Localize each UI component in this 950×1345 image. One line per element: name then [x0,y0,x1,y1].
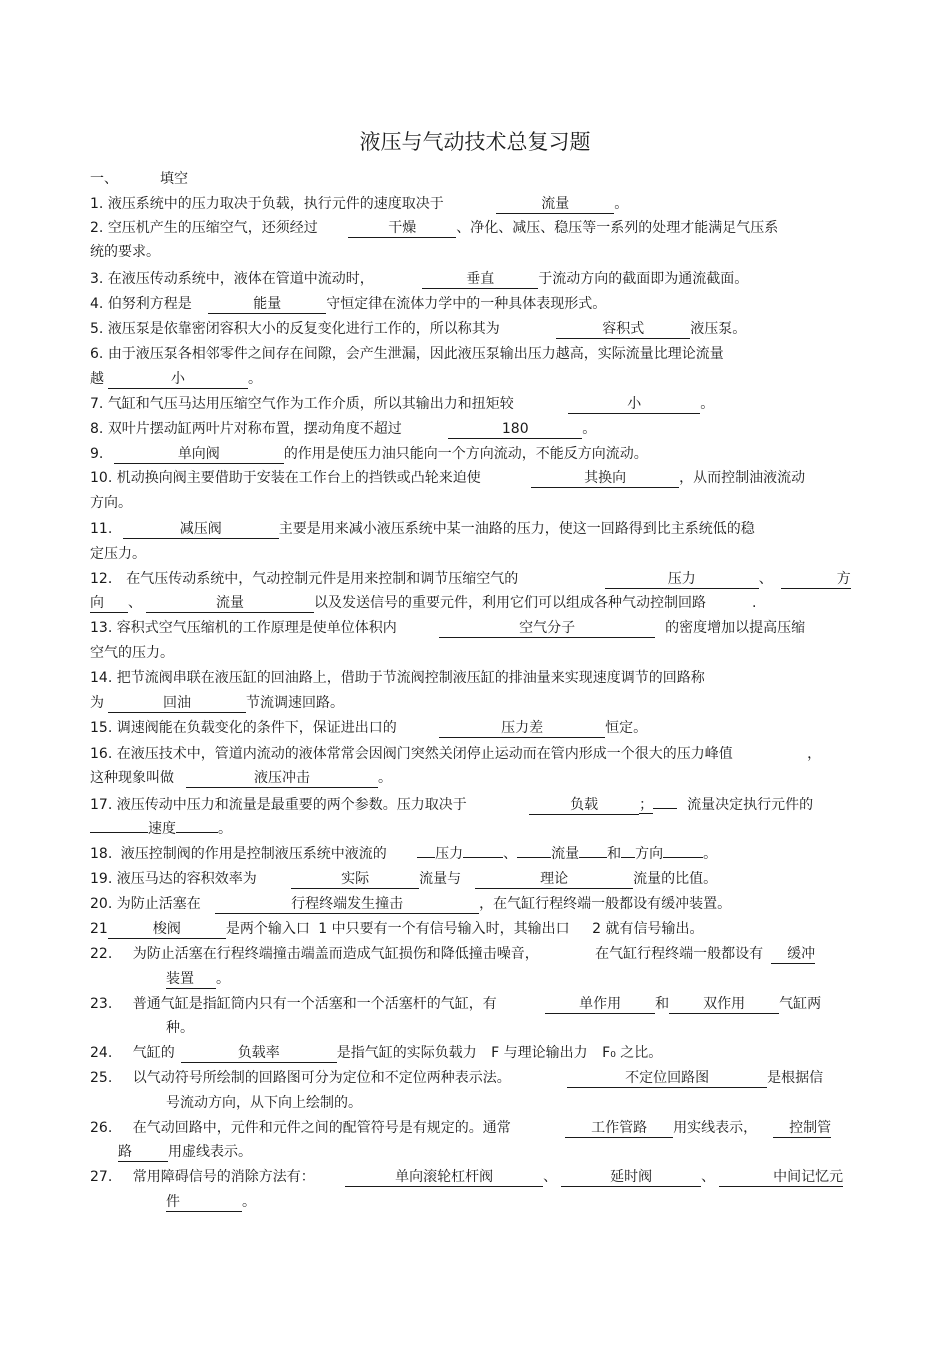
question-text: 。 [242,1194,256,1210]
question-number: 20. [90,896,113,912]
question-24 [90,1044,662,1063]
question-text: 气缸的 [132,1045,175,1061]
question-text: 普通气缸是指缸筒内只有一个活塞和一个活塞杆的气缸，有 [132,996,497,1012]
question-number: 16. [90,746,113,762]
answer-blank: 压力 [435,846,464,862]
question-25-cont: 号流动方向，从下向上绘制的。 [166,1095,362,1111]
question-text: 液压泵。 [690,321,747,337]
question-23-cont: 种。 [166,1020,194,1036]
question-text: 。 [248,371,262,387]
answer-blank: 流量 [551,846,580,862]
question-25 [90,1069,823,1088]
question-text: 。 [216,971,230,987]
question-text: 在气压传动系统中，气动控制元件是用来控制和调节压缩空气的 [126,571,519,587]
question-text: 由于液压泵各相邻零件之间存在间隙，会产生泄漏，因此液压泵输出压力越高，实际流量比理论流量 [107,346,724,362]
answer-blank: 流量 [146,595,314,613]
answer-blank: 中间记忆元 [719,1169,843,1187]
answer-blank: 单向滚轮杠杆阀 [345,1169,543,1187]
question-1 [90,195,628,214]
question-text: 这种现象叫做 [90,770,174,786]
question-text: 流量的比值。 [633,871,718,887]
section-heading [90,168,188,188]
question-20 [90,895,731,914]
question-text: 。 [582,421,597,437]
answer-blank: 装置 [166,971,216,989]
answer-blank: 小 [568,396,700,414]
answer-blank: 垂直 [422,271,538,289]
question-text: 调速阀能在负载变化的条件下，保证进出口的 [116,720,397,736]
question-text: 液压泵是依靠密闭容积大小的反复变化进行工作的，所以称其为 [107,321,500,337]
answer-blank: 工作管路 [565,1120,673,1138]
question-14 [90,669,705,687]
question-27-cont [166,1193,256,1212]
question-6 [90,345,724,363]
answer-blank: 干燥 [348,220,456,238]
question-text: 和 [607,846,622,862]
question-text: 、 [701,1169,716,1185]
answer-blank: 减压阀 [123,521,279,539]
question-text: 液压传动中压力和流量是最重要的两个参数。压力取决于 [116,797,467,813]
question-12 [90,570,851,589]
question-text: 在液压技术中，管道内流动的液体常常会因阀门突然关闭停止运动而在管内形成一个很大的压力峰值 [116,746,733,762]
question-text: 是根据信 [767,1070,824,1086]
question-text: 伯努利方程是 [107,296,192,312]
question-text: 流量决定执行元件的 [687,797,814,813]
answer-blank: 压力差 [439,720,605,738]
question-11-cont: 定压力。 [90,546,146,562]
question-text: 在气缸行程终端一般都设有 [595,946,764,962]
answer-blank: 单作用 [545,996,655,1014]
answer-blank: 缓冲 [771,946,815,964]
question-number: 3. [90,271,104,287]
question-number: 11. [90,521,113,537]
question-text: 把节流阀串联在液压缸的回油路上，借助于节流阀控制液压缸的排油量来实现速度调节的回路称 [116,670,705,686]
question-text: 越 [90,371,104,387]
question-text: 节流调速回路。 [246,695,344,711]
question-17-cont [90,820,232,838]
question-text: 在气动回路中，元件和元件之间的配管符号是有规定的。通常 [132,1120,511,1136]
answer-blank: ； [639,797,654,813]
answer-blank: 负载 [529,797,639,815]
question-text: 是两个输入口 [225,921,310,937]
question-number: 12． [90,571,122,587]
question-text: 。 [218,821,232,837]
question-number: 6. [90,346,104,362]
question-text: 恒定。 [605,720,648,736]
question-10 [90,469,805,488]
question-text: 用实线表示， [673,1120,758,1136]
question-16-cont [90,769,392,788]
question-text: 、净化、减压、稳压等一系列的处理才能满足气压系 [456,220,779,236]
question-14-cont [90,694,344,713]
question-text: 守恒定律在流体力学中的一种具体表现形式。 [326,296,607,312]
question-number: 22. [90,946,113,962]
question-11 [90,520,755,539]
page-title: 液压与气动技术总复习题 [359,130,591,154]
question-26 [90,1119,831,1138]
answer-blank: 件 [166,1194,242,1212]
question-text: 气缸两 [779,996,822,1012]
answer-blank: 实际 [291,871,419,889]
answer-blank: 容积式 [556,321,690,339]
question-number: 14. [90,670,113,686]
question-number: 4. [90,296,104,312]
question-text: 液压控制阀的作用是控制液压系统中液流的 [120,846,387,862]
question-16 [90,745,821,763]
question-13 [90,619,805,638]
question-text: 的作用是使压力油只能向一个方向流动，不能反方向流动。 [283,446,648,462]
answer-blank: 方 [781,571,851,589]
question-21 [90,920,703,939]
question-text: 液压马达的容积效率为 [116,871,257,887]
answer-blank: 小 [108,371,248,389]
question-13-cont: 空气的压力。 [90,645,174,661]
question-text: 气缸和气压马达用压缩空气作为工作介质，所以其输出力和扭矩较 [107,396,514,412]
answer-blank: 流量 [496,196,614,214]
answer-blank: 单向阀 [114,446,284,464]
question-23 [90,995,821,1014]
question-text: 主要是用来减小液压系统中某一油路的压力，使这一回路得到比主系统低的稳 [278,521,755,537]
question-number: 9. [90,446,104,462]
question-number: 18. [90,846,113,862]
question-text: 为防止活塞在 [116,896,201,912]
question-text: 以及发送信号的重要元件，利用它们可以组成各种气动控制回路 [314,595,706,611]
answer-blank: 液压冲击 [186,770,378,788]
question-10-cont: 方向。 [90,495,132,511]
question-text: ，在气缸行程终端一般都设有缓冲装置。 [479,896,732,912]
question-text: F₀ 之比。 [602,1045,663,1061]
question-text: 用虚线表示。 [168,1144,252,1160]
question-3 [90,270,748,289]
question-2 [90,219,778,238]
question-text: . [752,595,757,611]
question-text: 、 [758,571,773,587]
question-text: 为 [90,695,104,711]
answer-blank: 回油 [108,695,246,713]
question-text: F 与理论输出力 [491,1045,588,1061]
question-text: 为防止活塞在行程终端撞击端盖而造成气缸损伤和降低撞击噪音， [132,946,539,962]
answer-blank: 路 [118,1144,168,1162]
question-2-cont: 统的要求。 [90,244,160,260]
question-4 [90,295,606,314]
answer-blank: 延时阀 [561,1169,701,1187]
question-9 [90,445,648,464]
question-number: 25. [90,1070,113,1086]
answer-blank: 压力 [605,571,759,589]
question-22-cont [166,970,230,989]
question-text: 是指气缸的实际负载力 [336,1045,477,1061]
question-text: 。 [703,846,718,862]
question-26-cont [118,1143,252,1162]
answer-blank: 负载率 [181,1045,337,1063]
question-number: 19. [90,871,113,887]
answer-blank: 能量 [208,296,326,314]
question-text: 。 [700,396,715,412]
question-number: 2. [90,220,104,236]
answer-blank: 行程终端发生撞击 [215,896,479,914]
question-number: 1. [90,196,104,212]
question-text: 空压机产生的压缩空气，还须经过 [107,220,318,236]
question-text: 和 [655,996,670,1012]
question-text: 于流动方向的截面即为通流截面。 [538,271,749,287]
question-number: 27. [90,1169,113,1185]
question-text: 在液压传动系统中，液体在管道中流动时， [107,271,374,287]
question-text: 流量与 [419,871,462,887]
question-text: 、 [128,595,142,611]
question-18 [90,845,717,863]
question-number: 8. [90,421,104,437]
question-text: 常用障碍信号的消除方法有： [132,1169,315,1185]
answer-blank: 空气分子 [439,620,655,638]
question-number: 21 [90,921,108,937]
question-6-cont [90,370,262,389]
question-text: 、 [543,1169,558,1185]
question-5 [90,320,746,339]
question-text: ，从而控制油液流动 [679,470,806,486]
question-text: 机动换向阀主要借助于安装在工作台上的挡铁或凸轮来迫使 [116,470,481,486]
answer-blank: 方向 [635,846,664,862]
answer-blank: 控制管 [773,1120,831,1138]
question-number: 23. [90,996,113,1012]
question-number: 24. [90,1045,113,1061]
question-text: 2 就有信号输出。 [592,921,704,937]
question-15 [90,719,647,738]
answer-blank: 向 [90,595,128,613]
question-27 [90,1168,843,1187]
question-text: 、 [503,846,518,862]
answer-blank: 双作用 [669,996,779,1014]
answer-blank: 180 [448,421,582,439]
question-number: 10. [90,470,113,486]
question-text: 以气动符号所绘制的回路图可分为定位和不定位两种表示法。 [132,1070,511,1086]
question-number: 13. [90,620,113,636]
question-number: 26. [90,1120,113,1136]
question-number: 5. [90,321,104,337]
question-number: 17. [90,797,113,813]
answer-blank: 速度 [148,821,176,837]
question-text: 容积式空气压缩机的工作原理是使单位体积内 [116,620,397,636]
question-text: ， [807,746,822,762]
answer-blank: 其换向 [531,470,679,488]
question-22 [90,945,815,964]
question-19 [90,870,717,889]
question-12-cont [90,594,756,613]
answer-blank: 不定位回路图 [567,1070,767,1088]
section-label: 填空 [160,171,188,187]
question-text: 1 中只要有一个有信号输入时，其输出口 [318,921,570,937]
question-text: 。 [614,196,629,212]
section-number: 一、 [90,171,118,187]
question-number: 7. [90,396,104,412]
question-17 [90,796,813,815]
question-text: 。 [378,770,392,786]
question-number: 15. [90,720,113,736]
question-text: 的密度增加以提高压缩 [665,620,806,636]
question-8 [90,420,596,439]
answer-blank: 梭阀 [108,921,226,939]
question-7 [90,395,714,414]
question-text: 双叶片摆动缸两叶片对称布置，摆动角度不超过 [107,421,402,437]
answer-blank: 理论 [475,871,633,889]
question-text: 液压系统中的压力取决于负载，执行元件的速度取决于 [107,196,444,212]
